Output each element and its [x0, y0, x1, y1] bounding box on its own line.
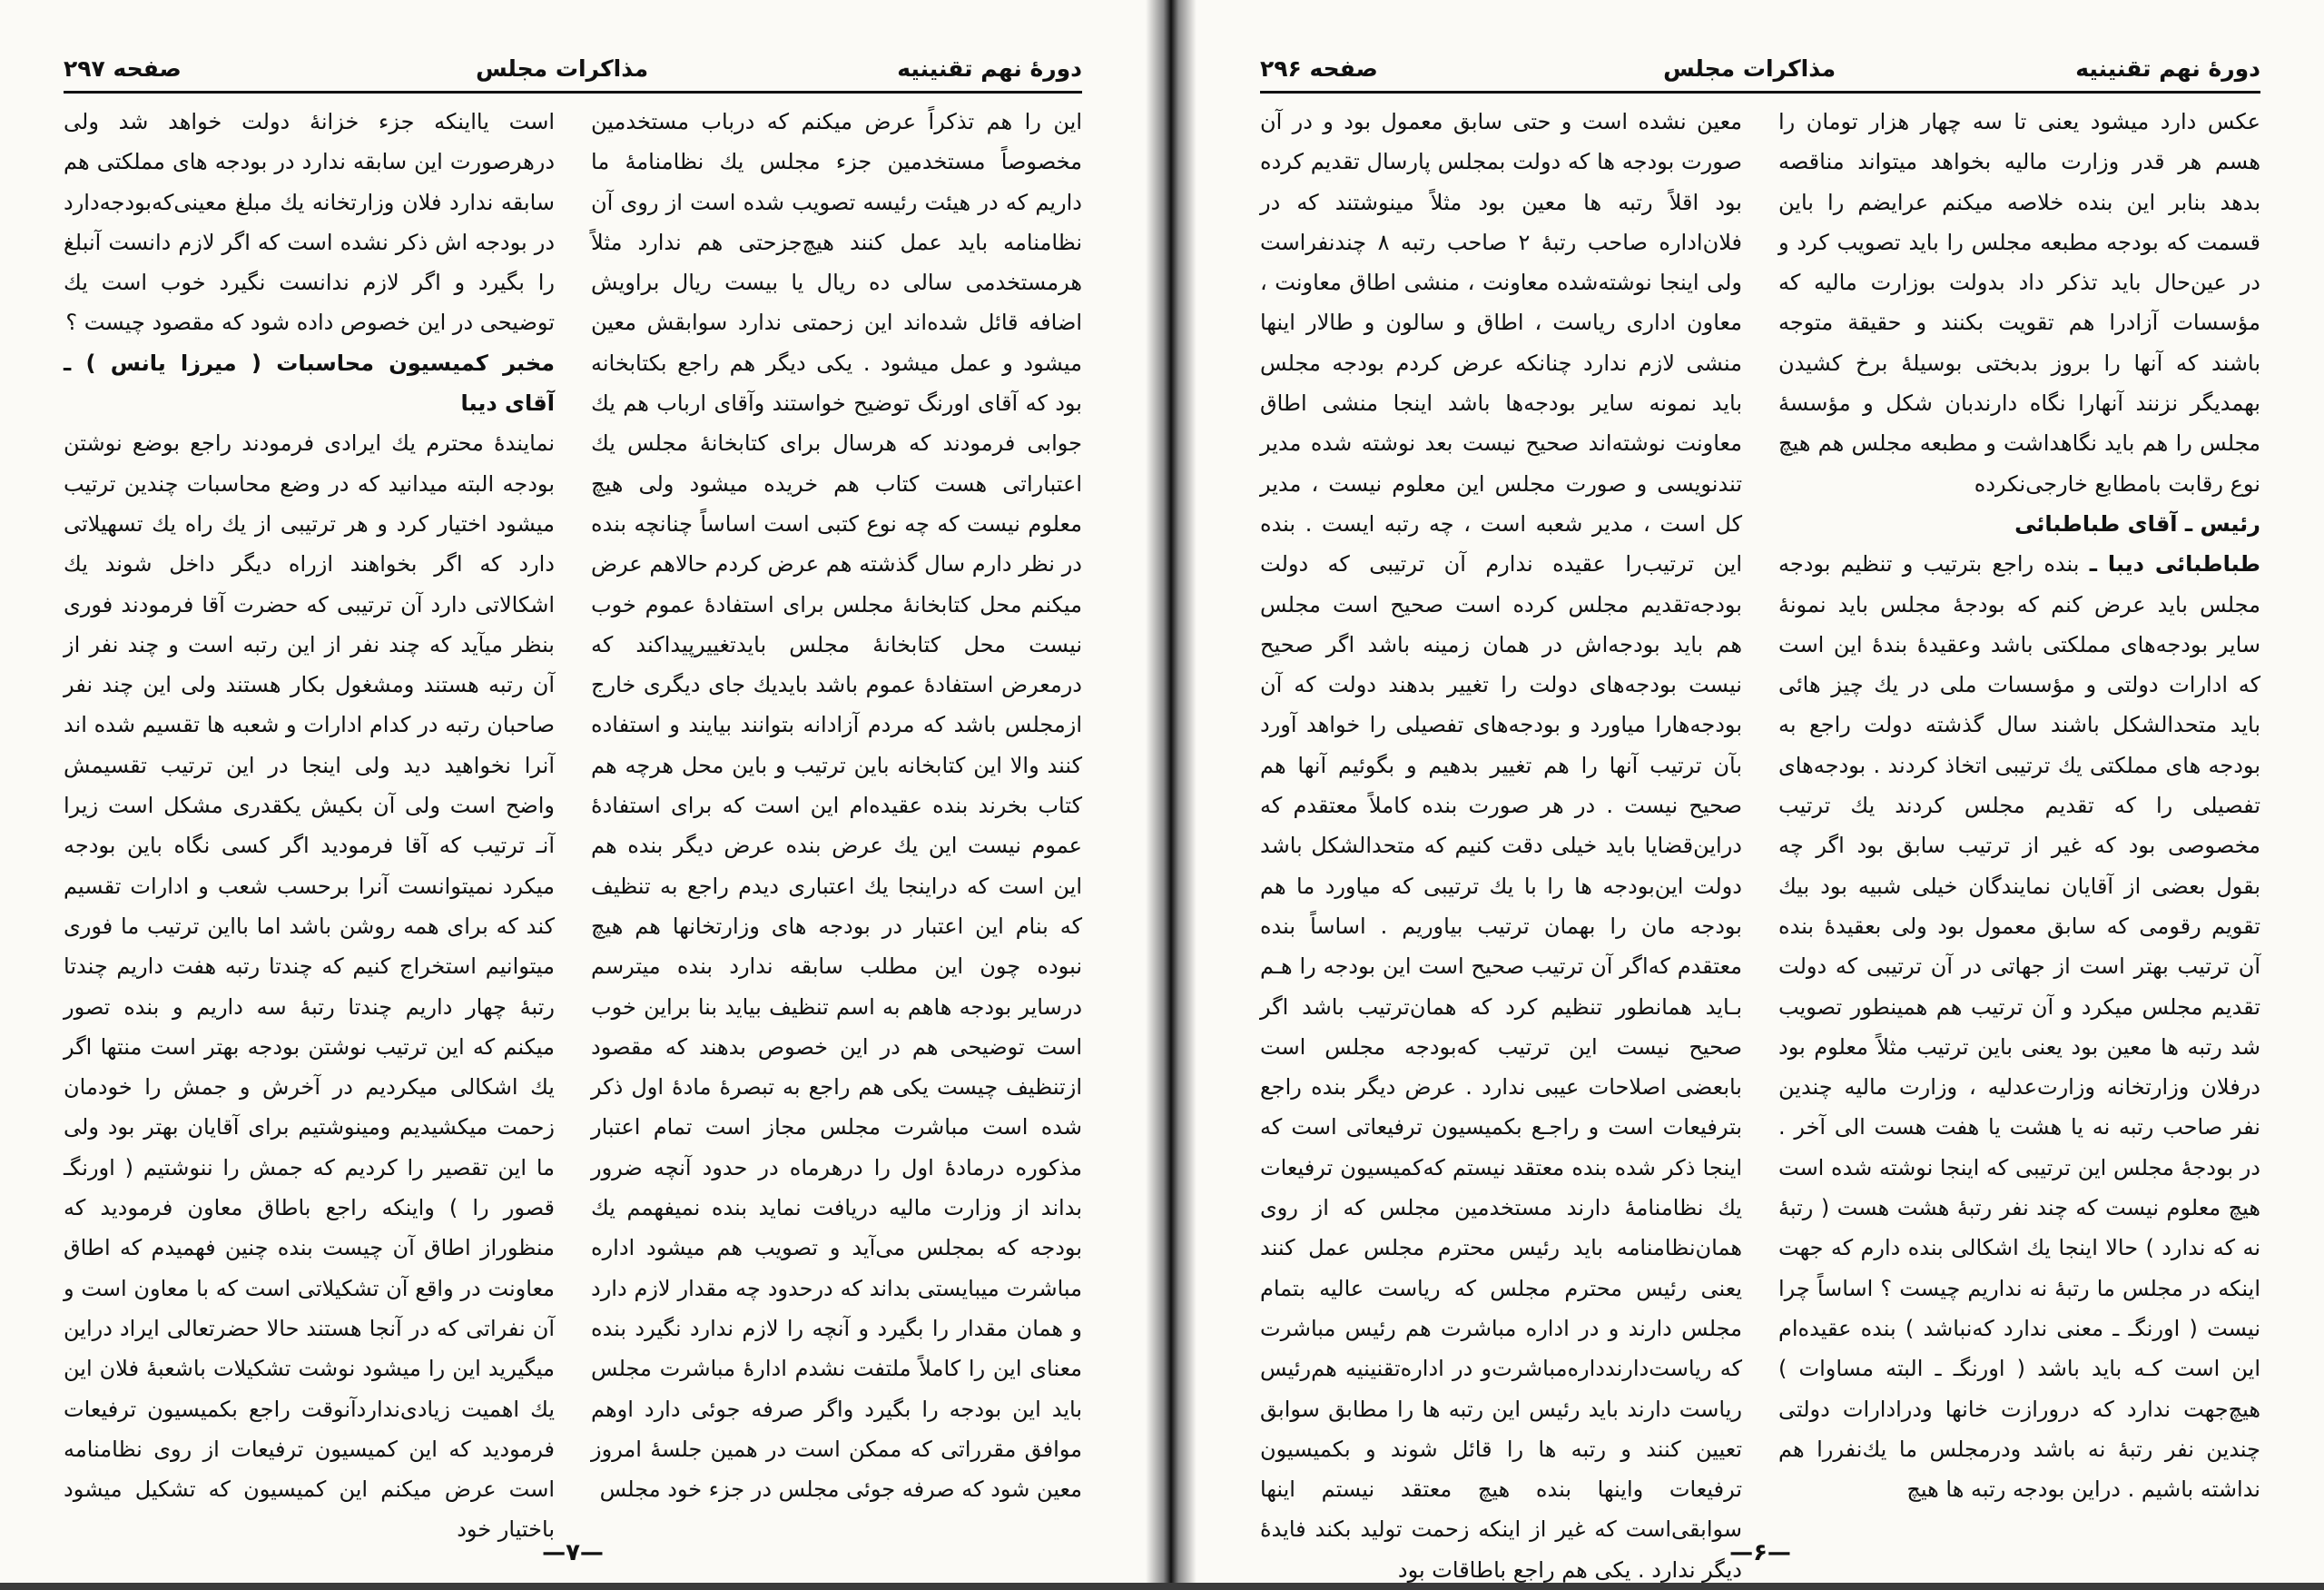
paragraph: است یااینکه جزء خزانهٔ دولت خواهد شد ولی درهرصورت این سابقه ندارد در بودجه های مملکتی هم سابقه ندارد فلان وزارتخانه یك مبلغ معینی‌که‌بودجه‌دارد در بودجه اش ذکر نشده است که اگر لازم دانست آنبلغ را بگیرد و اگر لازم ندانست نگیرد خوب است یك توضیحی در این خصوص داده شود که مقصود چیست ؟ — [64, 109, 555, 336]
speaker-heading: مخبر کمیسیون محاسبات ( میرزا یانس ) ـ آقای دیبا — [64, 350, 555, 417]
left-running-title: مذاکرات مجلس — [476, 54, 649, 82]
right-page-header — [1260, 47, 2260, 89]
left-page-header — [64, 47, 1082, 89]
paragraph-with-speaker — [1778, 544, 2260, 1509]
left-page-column-right — [591, 102, 1082, 1515]
right-page-column-left — [1260, 102, 1743, 1583]
paragraph: معین نشده است و حتی سابق معمول بود و در آن صورت بودجه ها که دولت بمجلس پارسال تقدیم کرده بود اقلاً رتبه ها معین بود مثلاً مینوشتند که در فلان‌اداره صاحب رتبهٔ ۲ صاحب رتبه ۸ چندنفراست ولی اینجا نوشته‌شده معاونت ، منشی اطاق معاونت ، معاون اداری ریاست ، اطاق و سالون و طالار اینها منشی لازم ندارد چنانکه عرض کردم بودجه مجلس باید نمونه سایر بودجه‌ها باشد اینجا منشی اطاق معاونت نوشته‌اند صحیح نیست بعد نوشته شده مدیر تندنویسی و صورت مجلس این معلوم نیست ، مدیر کل است ، مدیر شعبه است ، چه رتبه ایست . بنده این ترتیب‌را عقیده ندارم آن ترتیبی که دولت بودجه‌تقدیم مجلس کرده است صحیح است مجلس هم باید بودجه‌اش در همان زمینه باشد اگر صحیح نیست بودجه‌های دولت را تغییر بدهند دولت که آن بودجه‌هارا میاورد و بودجه‌های تفصیلی را خواهد آورد بآن ترتیب آنها را هم تغییر بدهیم و بگوئیم آنها هم صحیح نیست . در هر صورت بنده کاملاً معتقدم که دراین‌قضایا باید خیلی دقت کنیم که متحدالشکل باشد دولت این‌بودجه ها را با یك ترتیبی که میاورد ما هم بودجه مان را بهمان ترتیب بیاوریم . اساساً بنده معتقدم که‌اگر آن ترتیب صحیح است این بودجه را هـم بـاید همانطور تنظیم کرد که همان‌ترتیب باشد اگر صحیح نیست این ترتیب که‌بودجه مجلس است بابعضی اصلاحات عیبی ندارد . عرض دیگر بنده راجع بترفیعات است و راجـع بکمیسیون ترفیعاتی است که اینجا ذکر شده بنده معتقد نیستم که‌کمیسیون ترفیعات یك نظامنامهٔ دارند مستخدمین مجلس که از روی همان‌نظامنامه باید رئیس محترم مجلس عمل کنند یعنی رئیس محترم مجلس که ریاست عالیه بتمام مجلس دارند و در اداره مباشرت هم رئیس مباشرت که ریاست‌دارند‌داره‌مباشرت‌و در اداره‌تقنینیه هم‌رئیس ریاست دارند باید رئیس این رتبه ها را مطابق سوابق تعیین کنند و رتبه ها را قائل شوند و بکمیسیون ترفیعات واینها بنده هیچ معتقد نیستم اینها سوابقی‌است که غیر از اینکه زحمت تولید بکند فایدهٔ دیگر ندارد . یکی هم راجع باطاقات بود — [1260, 109, 1743, 1583]
right-page-number: صفحه ۲۹۶ — [1260, 54, 1378, 82]
paragraph: عکس دارد میشود یعنی تا سه چهار هزار تومان را هسم هر قدر وزارت مالیه بخواهد میتواند مناقصه بدهد بنابر این بنده خلاصه میکنم عرایضم را باین قسمت که بودجه مطبعه مجلس را باید تصویب کرد و در عین‌حال باید تذکر داد بدولت بوزارت مالیه که مؤسسات آزادرا هم تقویت بکنند و حقیقة متوجه باشند که آنها را بروز بدبختی بوسیلهٔ برخ کشیدن بهمدیگر نزنند آنهارا نگاه دارند‌بان شکل و مؤسسهٔ مجلس را هم باید نگاهداشت و مطبعه مجلس هم هیچ نوع رقابت بامطابع خارجی‌نکرده — [1778, 109, 2260, 497]
left-page-column-left — [64, 102, 555, 1543]
paragraph: نمایندهٔ محترم یك ایرادی فرمودند راجع بوضع نوشتن بودجه البته میدانید که در وضع محاسبات چندین ترتیب میشود اختیار کرد و هر ترتیبی از یك راه یك تسهیلاتی دارد که اگر بخواهند ازراه دیگر داخل شوند یك اشکالاتی دارد آن ترتیبی که حضرت آقا فرمودند فوری بنظر میآید که چند نفر از این رتبه است و چند نفر از آن رتبه هستند ومشغول بکار هستند ولی این چند نفر صاحبان رتبه در کدام ادارات و شعبه ها تقسیم شده اند آنرا نخواهید دید ولی اینجا در این ترتیب تقسیمش واضح است ولی آن بکیش یکقدری مشکل است زیرا آنـ ترتیب که آقا فرمودید اگر کسی نگاه باین بودجه میکرد نمیتوانست آنرا برحسب شعب و ادارات تقسیم کند که برای همه روشن باشد اما بااین ترتیب ما فوری میتوانیم استخراج کنیم که چندتا رتبه هفت داریم چندتا رتبهٔ چهار داریم چندتا رتبهٔ سه داریم و بنده تصور میکنم که این ترتیب نوشتن بودجه بهتر است منتها اگر یك اشکالی میکردیم در آخرش و جمش را خودمان زحمت میکشیدیم ومینوشتیم برای آقایان بهتر بود ولی ما این تقصیر را کردیم که جمش را ننوشتیم ( اورنگـ قصور را ) واینکه راجع باطاق معاون فرمودید که منظوراز اطاق آن چیست بنده چنین فهمیدم که اطاق معاونت در واقع آن تشکیلاتی است که با معاون است و آن نفراتی که در آنجا هستند حالا حضرتعالی ایراد دراین میگیرید این را میشود نوشت تشکیلات باشعبهٔ فلان این یك اهمیت زیادی‌ندارد‌آنوقت راجع بکمیسیون ترفیعات فرمودید که این کمیسیون ترفیعات از روی نظامنامه است عرض میکنم این کمیسیون که تشکیل میشود باختیار خود — [64, 430, 555, 1543]
right-session-label: دورهٔ نهم تقنینیه — [2075, 54, 2260, 82]
speaker-name: طباطبائی دیبا ـ — [2089, 551, 2260, 578]
paragraph: این را هم تذکراً عرض میکنم که درباب مستخدمین مخصوصاً مستخدمین جزء مجلس یك نظامنامهٔ ما داریم که در هیئت رئیسه تصویب شده است از روی آن نظامنامه باید عمل کنند هیچ‌جزحتی هم ندارد مثلاً هرمستخدمی سالی ده ریال یا بیست ریال براویش اضافه قائل شده‌اند این زحمتی ندارد سوابقش معین میشود و عمل میشود . یکی دیگر هم راجع بکتابخانه بود که آقای اورنگ توضیح خواستند وآقای ارباب هم یك جوابی فرمودند که هرسال برای کتابخانهٔ مجلس یك اعتباراتی هست کتاب هم خریده میشود ولی هیچ معلوم نیست که چه نوع کتبی است اساساً چنانچه بنده در نظر دارم سال گذشته هم عرض کردم حالاهم عرض میکنم محل کتابخانهٔ مجلس برای استفادهٔ عموم خوب نیست محل کتابخانهٔ مجلس بایدتغییرپیداکند که درمعرض استفادهٔ عموم باشد بایدیك جای دیگری خارج ازمجلس باشد که مردم آزادانه بتوانند بیایند و استفاده کنند والا این کتابخانه باین ترتیب و باین محل هرچه هم کتاب بخرند بنده عقیده‌ام این است که برای استفادهٔ عموم نیست این یك عرض بنده عرض دیگر بنده هم این است که دراینجا یك اعتباری دیدم راجع به تنظیف که بنام این اعتبار در بودجه های وزارتخانها هم هیچ نبوده چون این مطلب سابقه ندارد بنده میترسم درسایر بودجه هاهم به اسم تنظیف بیاید بنا براین خوب است توضیحی هم در این خصوص بدهند که مقصود ازتنظیف چیست یکی هم راجع به تبصرهٔ مادهٔ اول ذکر شده است مباشرت مجلس مجاز است تمام اعتبار مذکوره درمادهٔ اول را درهرماه در حدود آنچه ضرور بداند از وزارت مالیه دریافت نماید بنده نمیفهمم یك بودجه که بمجلس می‌آید و تصویب هم میشود اداره مباشرت میبایستی بداند که درحدود چه مقدار لازم دارد و همان مقدار را بگیرد و آنچه را لازم ندارد نگیرد بنده معنای این را کاملاً ملتفت نشدم ادارهٔ مباشرت مجلس باید این بودجه را بگیرد واگر صرفه جوئی دارد اوهم موافق مقرراتی که ممکن است در همین جلسهٔ امروز معین شود که صرفه جوئی مجلس در جزء خود مجلس — [591, 109, 1082, 1503]
right-page — [1196, 0, 2324, 1583]
right-folio: —۶— — [1729, 1539, 1791, 1566]
paragraph-text: بنده راجع بترتیب و تنظیم بودجه مجلس باید عرض کنم که بودجهٔ مجلس باید نمونهٔ سایر بودجه‌های مملکتی باشد وعقیدهٔ بندهٔ این است که ادارات دولتی و مؤسسات ملی در یك چیز هائی باید متحدالشکل باشند سال گذشته دولت راجع به بودجه های مملکتی یك ترتیبی اتخاذ کردند . بودجه‌های تفصیلی را که تقدیم مجلس کردند یك ترتیب مخصوصی بود که غیر از ترتیب سابق بود اگر چه بقول بعضی از آقایان نمایندگان خیلی شبیه بود بیك تقویم رقومی که سابق معمول بود ولی بعقیدهٔ بنده آن ترتیب بهتر است از جهاتی در آن ترتیبی که دولت تقدیم مجلس میکرد و آن ترتیب هم همینطور تصویب شد رتبه ها معین بود یعنی باین ترتیب مثلاً معلوم بود درفلان وزارتخانه وزارت‌عدلیه ، وزارت مالیه چندین نفر صاحب رتبه نه یا هشت یا هفت هست الی آخر . در بودجهٔ مجلس این ترتیبی که اینجا نوشته شده است هیچ معلوم نیست که چند نفر رتبهٔ هشت هست ( رتبهٔ نه که ندارد ) حالا اینجا یك اشکالی بنده دارم که جهت اینکه در مجلس ما رتبهٔ نه نداریم چیست ؟ اساساً چرا نیست ( اورنگـ ـ معنی ندارد که‌نباشد ) بنده عقیده‌ام این است کـه باید باشد ( اورنگـ ـ البته مساوات ) هیچ‌جهت ندارد که درورازت خانها ودرادارات دولتی چندین نفر رتبهٔ نه باشد ودرمجلس ما یك‌نفررا هم نداشته باشیم . دراین بودجه رتبه ها هیچ — [1778, 551, 2260, 1503]
speaker-heading: رئیس ـ آقای طباطبائی — [2014, 510, 2260, 537]
left-session-label: دورهٔ نهم تقنینیه — [897, 54, 1082, 82]
right-running-title: مذاکرات مجلس — [1663, 54, 1837, 82]
right-page-columns — [1260, 102, 2260, 1583]
left-page-columns — [64, 102, 1082, 1543]
left-page — [0, 0, 1146, 1583]
left-folio: —۷— — [542, 1539, 604, 1566]
left-header-rule — [64, 91, 1082, 94]
right-page-column-right — [1778, 102, 2260, 1515]
book-gutter — [1146, 0, 1196, 1583]
right-header-rule — [1260, 91, 2260, 94]
left-page-number: صفحه ۲۹۷ — [64, 54, 182, 82]
